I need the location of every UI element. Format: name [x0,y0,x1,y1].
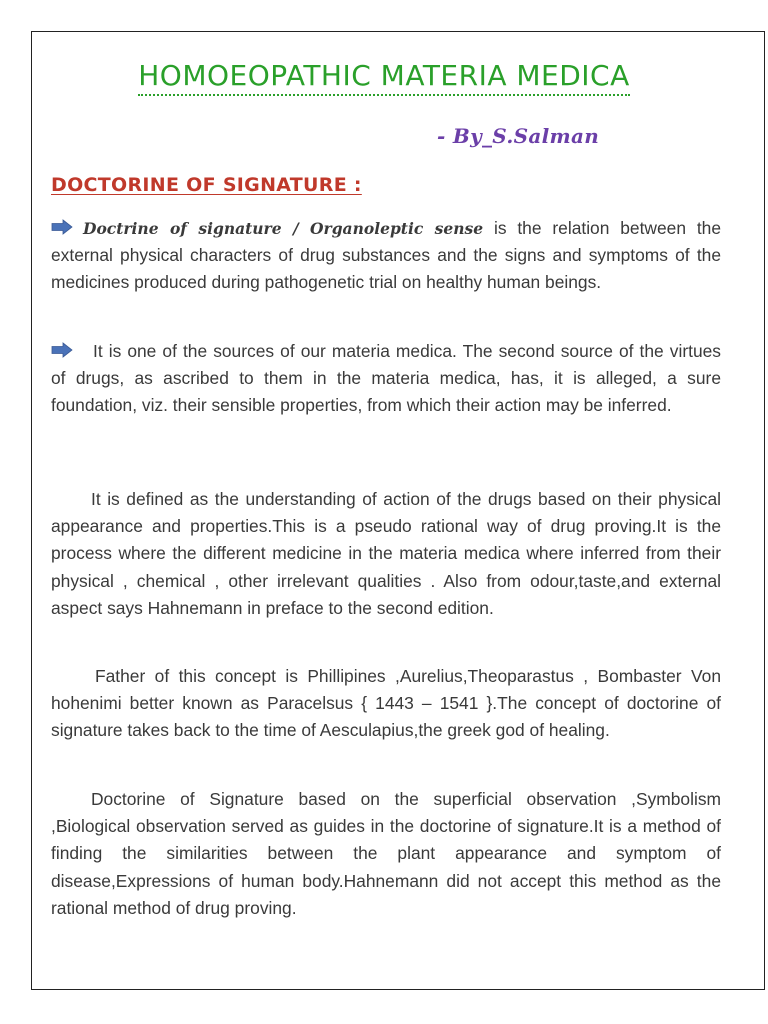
arrow-right-icon [51,219,73,235]
document-title [0,56,768,96]
section-heading: DOCTORINE OF SIGNATURE : [51,174,362,196]
paragraph-understanding-text: It is defined as the understanding of action of the drugs based on their physical appearance and properties.This is a pseudo rational way of drug proving.It is the process where the different medicine in the materia medica where inferred from their physical , chemical , other irrelevant qualities . Also from odour,taste,and external aspect says Hahnemann in preface to the second edition. [51,489,721,618]
paragraph-sources-text: It is one of the sources of our materia medica. The second source of the virtues of drugs, as ascribed to them in the materia medica, has, it is alleged, a sure foundation, viz. their sensible properties, from which their action may be inferred. [51,341,721,416]
paragraph-emphasis: Doctrine of signature / Organoleptic sense [83,219,484,238]
paragraph-observation-text: Doctorine of Signature based on the superficial observation ,Symbolism ,Biological observation served as guides in the doctorine of signature.It is a method of finding the similarities between the plant appearance and symptom of disease,Expressions of human body.Hahnemann did not accept this method as the rational method of drug proving. [51,789,721,918]
arrow-right-icon [51,342,73,358]
paragraph-definition [51,215,721,297]
author-byline: - By_S.Salman [437,124,600,148]
document-title-text: HOMOEOPATHIC MATERIA MEDICA [138,59,630,96]
paragraph-father-text: Father of this concept is Phillipines ,Aurelius,Theoparastus , Bombaster Von hohenimi better known as Paracelsus { 1443 – 1541 }.The concept of doctorine of signature takes back to the time of Aesculapius,the greek god of healing. [51,666,721,741]
paragraph-definition-text: is the relation between the external physical characters of drug substances and the signs and symptoms of the medicines produced during pathogenetic trial on healthy human beings. [51,218,721,293]
paragraph-observation [51,786,721,922]
paragraph-sources [51,338,721,420]
paragraph-father [51,663,721,745]
paragraph-understanding [51,486,721,622]
